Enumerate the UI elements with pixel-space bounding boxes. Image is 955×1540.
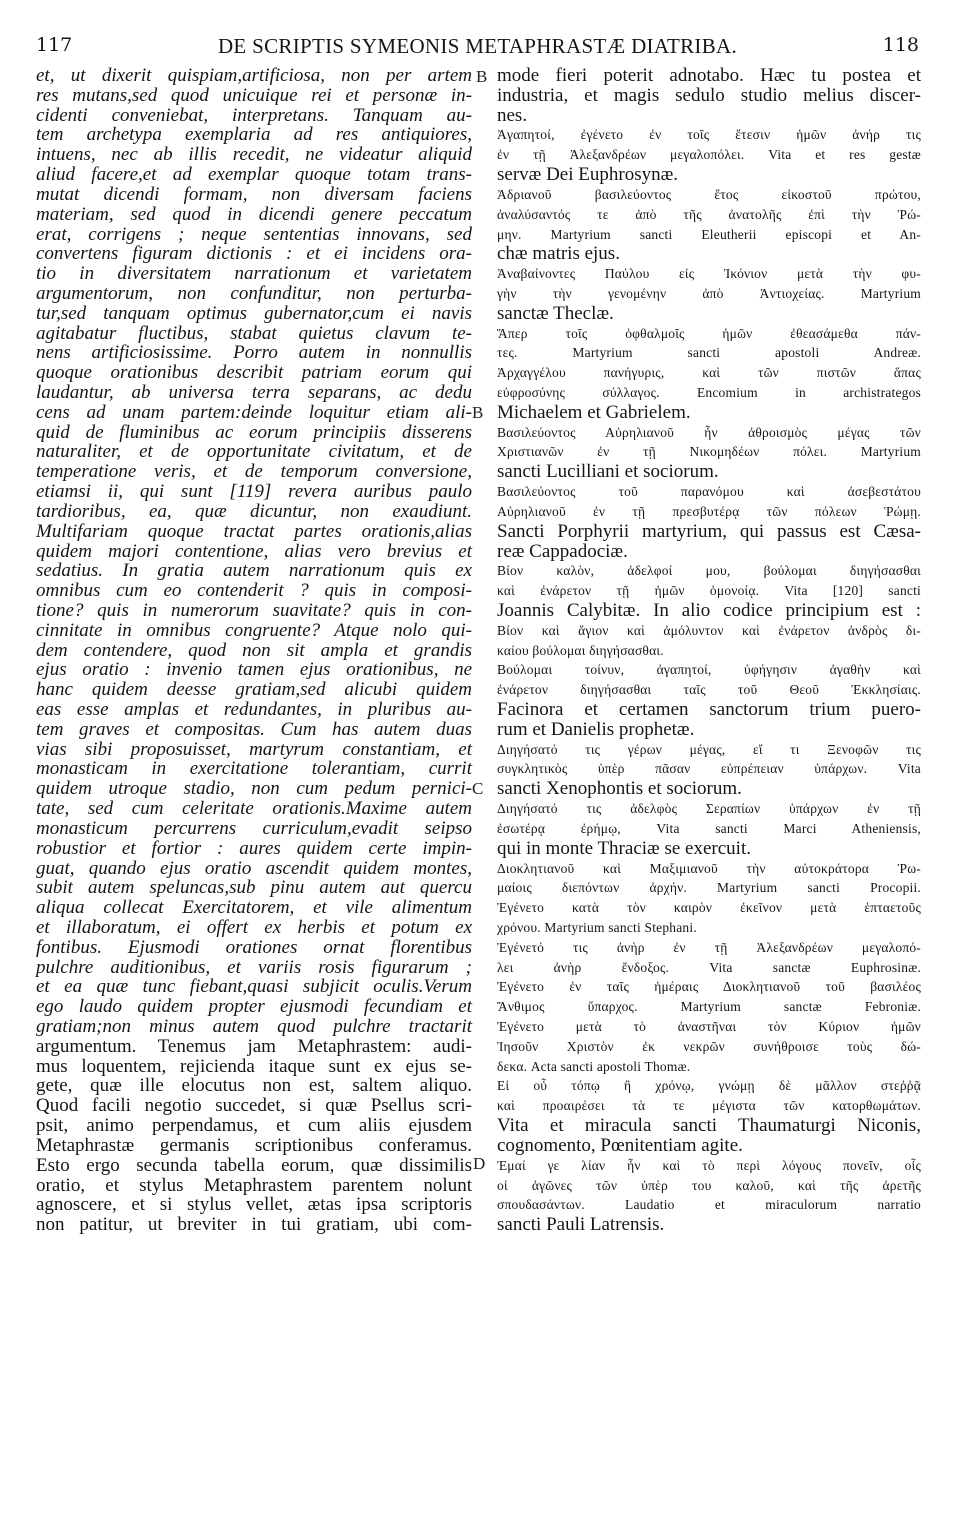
margin-marker-c: C <box>472 779 484 798</box>
text-line: monasticam in exercitatione tolerantiam, currit <box>36 758 472 780</box>
text-line: sancti Lucilliani et sociorum. <box>497 461 719 483</box>
text-line: οἱ ἀγῶνες τῶν ὑπὲρ του καλοῦ, καὶ τῆς ἀρετῆς <box>497 1177 921 1193</box>
text-line: omnibus cum eo contenderit ? quis in composi- <box>36 580 472 602</box>
text-line: Βούλομαι τοίνυν, ἀγαπητοί, ὑφήγησιν ἀγαθὴν καὶ <box>497 662 921 678</box>
text-line: quoque orationibus describit patriam eorum qui <box>36 362 472 384</box>
text-line: Βίον καλὸν, ἀδελφοί μου, βούλομαι διηγήσασθαι <box>497 563 921 579</box>
text-line: naturaliter, et de opportunitate civitatum, et de <box>36 441 472 463</box>
text-line: gratiam;non minus autem quod pulchre tractarit <box>36 1016 472 1037</box>
text-line: Metaphrastæ germanis scriptionibus conferamus. <box>36 1134 472 1156</box>
text-line: monasticum percurrens curriculum,evadit seipso <box>36 817 472 839</box>
text-line: Multifariam quoque tractat partes orationis,alias <box>36 520 472 542</box>
text-line: cinnitate in omnibus congruente? Atque nolo qui- <box>36 619 472 641</box>
text-line: Ἐγένετο ἐν ταῖς ἡμέραις Διοκλητιανοῦ τοῦ βασιλέος <box>497 979 921 995</box>
text-line: chæ matris ejus. <box>497 243 620 265</box>
text-line: eas esse amplas et redundantes, in pluribus au- <box>36 699 472 720</box>
text-line: καίου βούλομαι διηγήσασθαι. <box>497 642 664 658</box>
text-line: nes. <box>497 104 528 126</box>
text-line: materiam, sed quod in dicendi genere peccatum <box>36 203 472 225</box>
text-line: mode fieri poterit adnotabo. Hæc tu postea et <box>497 65 921 86</box>
text-line: Διοκλητιανοῦ καὶ Μαξιμιανοῦ τὴν αὐτοκράτορα Ῥω- <box>497 860 921 876</box>
text-line: quidem utroque stadio, non cum pedum pernici- <box>36 778 472 800</box>
text-line: Sancti Porphyrii martyrium, qui passus est Cæsa- <box>497 520 921 542</box>
page-number-right: 118 <box>882 34 919 56</box>
text-line: servæ Dei Euphrosynæ. <box>497 164 679 186</box>
text-line: quid de fluminibus ac eorum principiis disserens <box>36 421 472 443</box>
text-line: convertens figuram dictionis : et ei incidens ora- <box>36 243 472 265</box>
text-line: ἐν τῇ Ἀλεξανδρέων μεγαλοπόλει. Vita et res gestæ <box>497 147 921 163</box>
text-line: Βασιλεύοντος Αὐρηλιανοῦ ἦν ἀθροισμὸς μέγας τῶν <box>497 424 921 440</box>
text-line: vias sibi proposuisset, martyrum constantiam, et <box>36 738 472 760</box>
text-line: dem contendere, quod non sit ampla et grandis <box>36 639 472 661</box>
text-line: psit, animo perpendamus, et cum aliis ejusdem <box>36 1115 472 1137</box>
text-line: aliqua collecat Exercitatorem, et vile alimentum <box>36 897 472 919</box>
text-line: sedatius. In gratia autem narrationum quis ex <box>36 560 472 582</box>
text-line: Ἐγένετο κατὰ τὸν καιρὸν ἐκεῖνον μετὰ ἑπταετοῦς <box>497 900 921 916</box>
text-line: ejus oratio : invenio tamen ejus orationibus, ne <box>36 659 472 681</box>
text-line: et illaboratum, ei offert ex herbis et potum ex <box>36 916 472 938</box>
text-line: sanctæ Theclæ. <box>497 302 614 324</box>
text-line: Michaelem et Gabrielem. <box>497 401 691 423</box>
text-line: rum et Danielis prophetæ. <box>497 718 695 740</box>
text-line: industria, et magis sedulo studio melius discer- <box>497 84 921 106</box>
text-line: temperatione veris, et de temporum conversione, <box>36 461 472 483</box>
text-line: Ἐγένετό τις ἀνὴρ ἐν τῇ Ἀλεξανδρέων μεγαλοπό- <box>497 939 921 955</box>
text-line: καὶ προαιρέσει τὰ τε μέγιστα τῶν κατορθωμάτων. <box>497 1098 921 1114</box>
text-line: Ἀδριανοῦ βασιλεύοντος ἔτος εἰκοστοῦ πρώτου, <box>497 186 921 202</box>
page-header <box>36 34 919 62</box>
right-column-text <box>497 66 921 1235</box>
text-line: pulchre auditionibus, et variis rosis figurarum ; <box>36 956 472 978</box>
text-line: aliud facere,et ad exemplar quoque totam trans- <box>36 164 472 186</box>
text-line: Διηγήσατό τις ἀδελφὸς Σεραπίων ὑπάρχων ἐν τῇ <box>497 801 921 817</box>
text-line: tur,sed tanquam optimus gubernator,cum ei navis <box>36 302 472 324</box>
text-line: ἀναλύσαντός τε ἀπὸ τῆς ἀνατολῆς ἐπὶ τὴν Ῥώ- <box>497 206 921 222</box>
text-line: sancti Pauli Latrensis. <box>497 1214 665 1236</box>
text-line: guat, quando ejus oratio ascendit quidem montes, <box>36 857 472 879</box>
text-line: Χριστιανῶν ἐν τῇ Νικομηδέων πόλει. Martyrium <box>497 444 921 460</box>
text-line: et, ut dixerit quispiam,artificiosa, non per artem <box>36 65 472 86</box>
text-line: argumentum. Tenemus jam Metaphrastem: audi- <box>36 1035 472 1057</box>
text-line: argumentorum, non confunditur, non perturba- <box>36 282 472 304</box>
running-title: DE SCRIPTIS SYMEONIS METAPHRASTÆ DIATRIBA. <box>217 34 738 58</box>
text-line: sancti Xenophontis et sociorum. <box>497 778 742 800</box>
text-line: Quod facili negotio succedet, si quæ Psellus scri- <box>36 1095 472 1117</box>
margin-marker-b: B <box>476 67 488 86</box>
text-line: cidenti conveniebat, interpretans. Tanquam au- <box>36 104 472 126</box>
text-line: Esto ergo secunda tabella eorum, quæ dissimilis <box>36 1154 472 1176</box>
text-line: Ἐγένετο μετὰ τὸ ἀναστῆναι τὸν Κύριον ἡμῶν <box>497 1019 921 1034</box>
text-line: Ἐμαί γε λίαν ἦν καὶ τὸ περὶ λόγους πονεῖν, οἷς <box>497 1157 921 1173</box>
text-line: Ἰησοῦν Χριστὸν ἐκ νεκρῶν συνήθροισε τοὺς δώ- <box>497 1038 921 1054</box>
text-line: Διηγήσατό τις γέρων μέγας, εἴ τι Ξενοφῶν τις <box>497 741 921 757</box>
text-line: tate, sed cum celeritate orationis.Maxime autem <box>36 798 472 820</box>
text-line: res mutans,sed quod unicuique rei et personæ in- <box>36 84 472 106</box>
text-line: μαίοις διεπόντων ἀρχήν. Martyrium sancti Procopii. <box>497 880 921 896</box>
text-line: quidem majori contentione, alias vero brevius et <box>36 540 472 562</box>
text-line: Βίον καὶ ἅγιον καὶ ἀμόλυντον καὶ ἐνάρετον ἀνδρὸς δι- <box>497 622 921 638</box>
text-line: agnoscere, et si stylus vellet, ætas ipsa scriptoris <box>36 1194 472 1216</box>
text-line: intuens, nec ab illis recedit, ne videatur aliquid <box>36 144 472 166</box>
text-line: Joannis Calybitæ. In alio codice principium est : <box>497 599 921 621</box>
text-line: tem graves et compositas. Cum has autem duas <box>36 718 472 740</box>
text-line: tardioribus, ea, quæ dicuntur, non exaudiunt. <box>36 500 472 522</box>
text-line: Ἀναβαίνοντες Παύλου εἰς Ἰκόνιον μετὰ τὴν φυ- <box>497 266 921 282</box>
text-line: et ea quæ tunc fiebant,quasi subjicit oculis.Verum <box>36 976 472 998</box>
text-line: λει ἀνὴρ ἔνδοξος. Vita sanctæ Euphrosinæ. <box>497 959 921 975</box>
text-line: reæ Cappadociæ. <box>497 540 628 562</box>
text-line: erat, corrigens ; neque sententias innovans, sed <box>36 223 472 245</box>
text-line: fontibus. Ejusmodi orationes ornat florentibus <box>36 936 472 958</box>
text-line: hanc quidem deesse gratiam,sed alicubi quidem <box>36 679 472 701</box>
text-line: ἐσωτέρᾳ ἐρήμῳ, Vita sancti Marci Atheniensis, <box>497 820 921 836</box>
text-line: qui in monte Thraciæ se exercuit. <box>497 837 751 859</box>
text-line: subit autem speluncas,sub pinu autem aut quercu <box>36 877 472 899</box>
text-line: tem archetypa exemplaria ad res antiquiores, <box>36 124 472 146</box>
text-line: cognomento, Pœnitentiam agite. <box>497 1134 743 1156</box>
text-line: ἐνάρετον διηγήσασθαι ταῖς τοῦ Θεοῦ Ἐκκλησίαις. <box>497 682 921 698</box>
text-line: Ἅπερ τοῖς ὀφθαλμοῖς ἡμῶν ἐθεασάμεθα πάν- <box>497 325 921 341</box>
text-line: non patitur, ut breviter in tui gratiam, ubi com- <box>36 1214 472 1236</box>
text-line: Βασιλεύοντος τοῦ παρανόμου καὶ ἀσεβεστάτου <box>497 484 921 500</box>
margin-marker-d: D <box>473 1154 486 1173</box>
text-line: σπουδασάντων. Laudatio et miraculorum narratio <box>497 1197 921 1213</box>
text-line: συγκλητικὸς ὑπὲρ πᾶσαν εὐπρέπειαν ὑπάρχων. Vita <box>497 761 921 777</box>
text-line: tio in diversitatem narrationum et varietatem <box>36 263 472 285</box>
text-line: mutat dicendi formam, non diversam faciens <box>36 183 472 205</box>
page-number-left: 117 <box>36 34 73 56</box>
text-line: laudantur, ab universa terra separans, ac dedu <box>36 382 472 403</box>
text-line: Ἄνθιμος ὕπαρχος. Martyrium sanctæ Febroniæ. <box>497 999 921 1015</box>
text-line: cens ad unam partem:deinde loquitur etiam ali- <box>36 401 472 423</box>
text-line: Εἰ οὖ τόπῳ ἢ χρόνῳ, γνώμῃ δὲ μᾶλλον στεῤῥᾷ <box>497 1078 921 1094</box>
text-line: εὐφροσύνης σύλλαγος. Encomium in archistrategos <box>497 385 921 400</box>
text-line: oratio, et stylus Metaphrastem parentem nolunt <box>36 1174 472 1196</box>
text-line: τες. Martyrium sancti apostoli Andreæ. <box>497 345 921 361</box>
margin-marker-b: B <box>472 403 484 422</box>
left-column-text <box>36 66 472 1235</box>
text-line: mus loquentem, rejicienda itaque sunt ex ejus se- <box>36 1055 472 1077</box>
text-line: Ἀγαπητοί, ἐγένετο ἐν τοῖς ἔτεσιν ἡμῶν ἀνήρ τις <box>497 127 921 143</box>
text-line: gete, quæ ille elocutus non est, saltem aliquo. <box>36 1075 472 1097</box>
text-line: tione? quis in numerorum suavitate? quis in con- <box>36 599 472 621</box>
text-line: μην. Martyrium sancti Eleutherii episcopi et An- <box>497 226 921 242</box>
text-line: etiamsi ii, qui sunt [119] revera auribus paulo <box>36 481 472 503</box>
text-line: Ἀρχαγγέλου πανήγυρις, καὶ τῶν πιστῶν ἅπας <box>497 365 921 381</box>
text-line: Vita et miracula sancti Thaumaturgi Niconis, <box>497 1115 921 1137</box>
text-line: ego laudo quidem propter ejusmodi fecundiam et <box>36 996 472 1018</box>
text-line: χρόνου. Martyrium sancti Stephani. <box>497 919 697 935</box>
text-line: nens artificiosissime. Porro autem in nonnullis <box>36 342 472 364</box>
text-line: γὴν τὴν γενομένην ἀπὸ Ἀντιοχείας. Martyrium <box>497 285 921 301</box>
text-line: δεκα. Acta sancti apostoli Thomæ. <box>497 1058 691 1074</box>
text-line: Αὐρηλιανοῦ ἐν τῇ πρεσβυτέρᾳ τῶν πόλεων Ῥώμῃ. <box>497 503 921 519</box>
text-line: καὶ ἐνάρετον τῇ ἡμῶν ὁμονοίᾳ. Vita [120] sancti <box>497 583 921 599</box>
text-line: Facinora et certamen sanctorum trium puero- <box>497 699 921 720</box>
text-line: robustior et fortior : aures quidem certe impin- <box>36 837 472 859</box>
text-line: agitabatur fluctibus, stabat quietus clavum te- <box>36 322 472 344</box>
